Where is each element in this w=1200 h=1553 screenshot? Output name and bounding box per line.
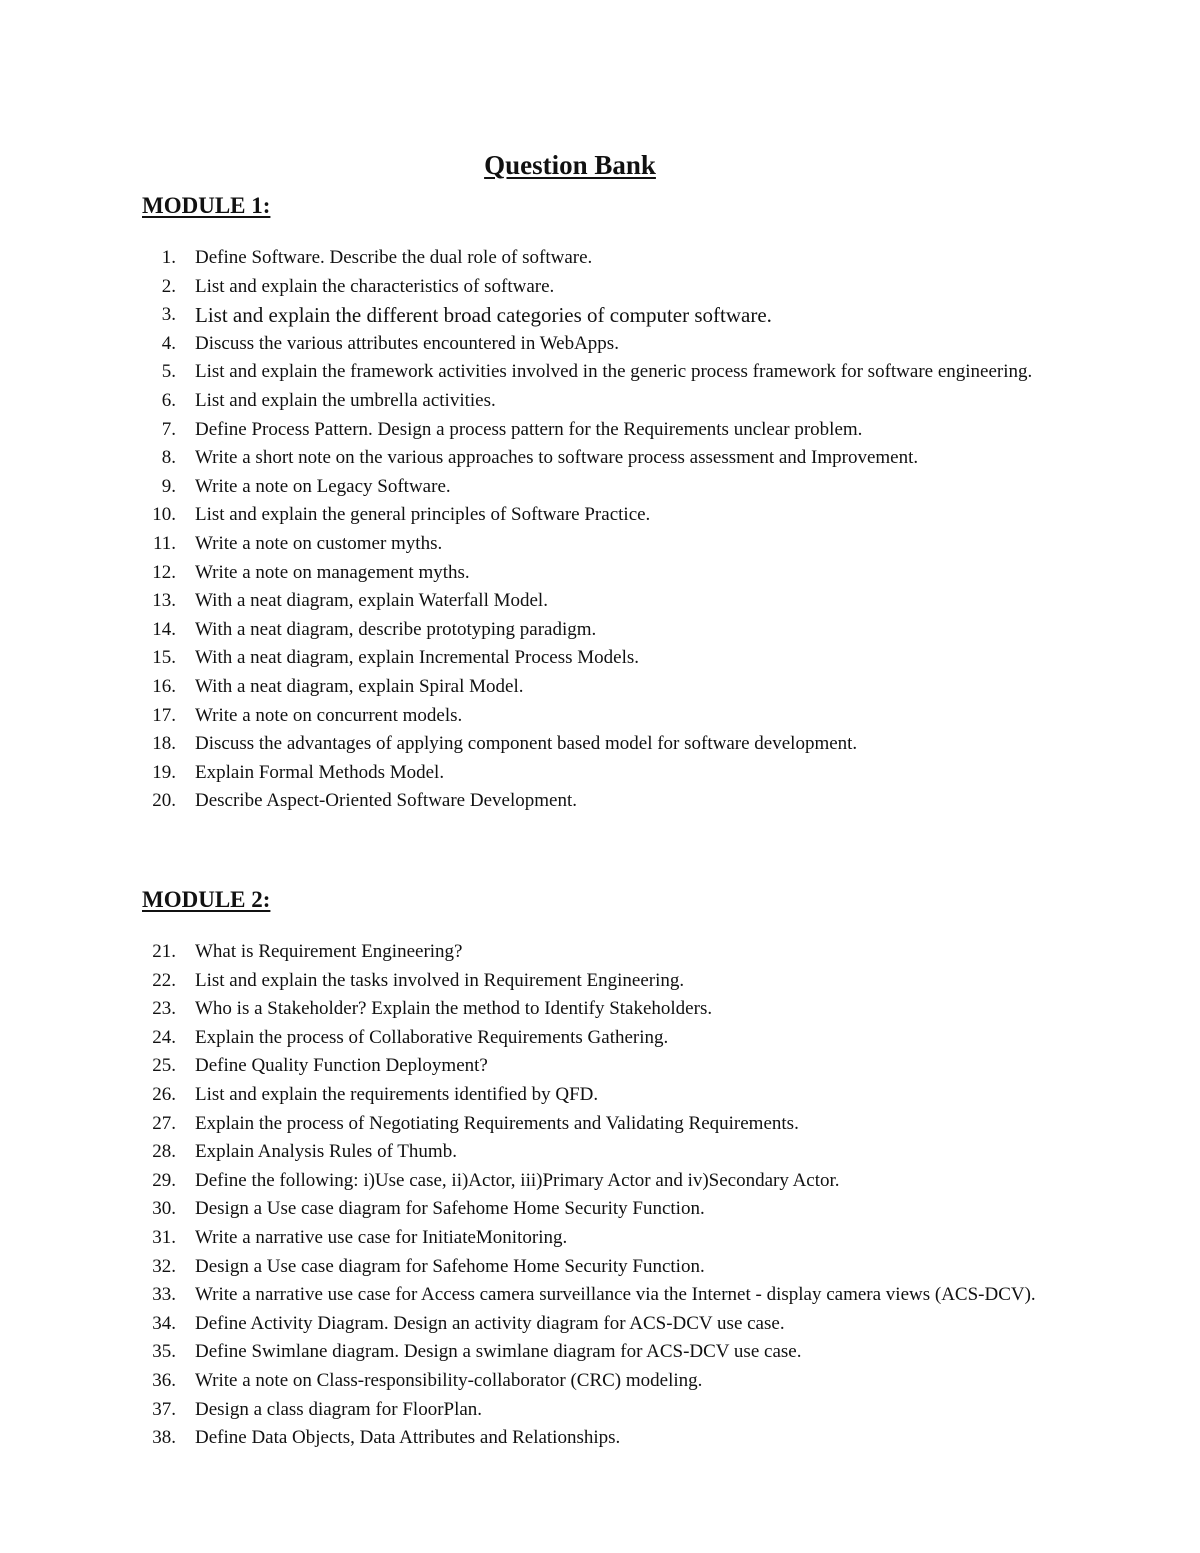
question-item: [0, 273, 1200, 302]
question-number: 38.: [152, 1427, 176, 1449]
question-text: With a neat diagram, explain Waterfall Model.: [195, 590, 548, 612]
question-number: 27.: [152, 1112, 176, 1134]
question-text: Explain the process of Collaborative Requirements Gathering.: [195, 1026, 669, 1048]
question-item: [0, 416, 1200, 445]
question-number: 25.: [152, 1055, 176, 1077]
question-text: Describe Aspect-Oriented Software Development.: [195, 790, 577, 812]
question-text: Discuss the various attributes encountered in WebApps.: [195, 332, 619, 354]
question-text: Define Process Pattern. Design a process pattern for the Requirements unclear problem.: [195, 418, 863, 440]
question-item: [0, 301, 1200, 330]
question-number: 28.: [152, 1141, 176, 1163]
question-text: List and explain the umbrella activities.: [195, 389, 496, 411]
question-item: [0, 1052, 1200, 1081]
question-text: List and explain the characteristics of software.: [195, 275, 555, 297]
question-item: [0, 1224, 1200, 1253]
question-text: With a neat diagram, explain Spiral Model.: [195, 675, 524, 697]
question-item: [0, 1138, 1200, 1167]
question-number: 32.: [152, 1255, 176, 1277]
question-text: Write a note on concurrent models.: [195, 704, 463, 726]
question-text: Write a narrative use case for InitiateMonitoring.: [195, 1226, 568, 1248]
question-item: [0, 387, 1200, 416]
question-number: 16.: [152, 675, 176, 697]
question-text: Define Data Objects, Data Attributes and Relationships.: [195, 1427, 621, 1449]
module-2-heading: MODULE 2:: [142, 887, 271, 912]
question-text: List and explain the framework activities involved in the generic process framework for software engineering.: [195, 361, 1033, 383]
question-item: [0, 444, 1200, 473]
question-item: [0, 1310, 1200, 1339]
question-item: [0, 1081, 1200, 1110]
question-item: [0, 759, 1200, 788]
question-text: Write a narrative use case for Access camera surveillance via the Internet - display camera views (ACS-DCV).: [195, 1284, 1036, 1306]
question-item: [0, 501, 1200, 530]
question-number: 4.: [161, 332, 176, 354]
question-number: 12.: [152, 561, 176, 583]
question-text: Design a Use case diagram for Safehome Home Security Function.: [195, 1255, 705, 1277]
question-number: 10.: [152, 504, 176, 526]
question-number: 8.: [161, 447, 176, 469]
question-text: Write a note on management myths.: [195, 561, 470, 583]
question-item: [0, 730, 1200, 759]
question-number: 20.: [152, 790, 176, 812]
question-text: Design a class diagram for FloorPlan.: [195, 1398, 483, 1420]
question-text: Define Quality Function Deployment?: [195, 1055, 488, 1077]
question-item: [0, 938, 1200, 967]
question-number: 7.: [161, 418, 176, 440]
question-text: Define Activity Diagram. Design an activity diagram for ACS-DCV use case.: [195, 1312, 785, 1334]
question-text: Discuss the advantages of applying component based model for software development.: [195, 733, 858, 755]
question-text: Explain Formal Methods Model.: [195, 761, 445, 783]
question-item: [0, 473, 1200, 502]
question-text: List and explain the general principles of Software Practice.: [195, 504, 651, 526]
question-item: [0, 358, 1200, 387]
question-number: 11.: [152, 532, 176, 554]
module-1-question-list: [0, 244, 1200, 816]
question-text: Design a Use case diagram for Safehome Home Security Function.: [195, 1198, 705, 1220]
question-item: [0, 616, 1200, 645]
question-text: Write a note on Legacy Software.: [195, 475, 451, 497]
question-item: [0, 559, 1200, 588]
question-number: 30.: [152, 1198, 176, 1220]
question-number: 24.: [152, 1026, 176, 1048]
question-number: 21.: [152, 941, 176, 962]
question-item: [0, 702, 1200, 731]
question-item: [0, 1024, 1200, 1053]
question-text: Write a note on Class-responsibility-collaborator (CRC) modeling.: [195, 1369, 703, 1391]
question-item: [0, 967, 1200, 996]
question-number: 17.: [152, 704, 176, 726]
question-item: [0, 587, 1200, 616]
question-item: [0, 244, 1200, 273]
question-number: 23.: [152, 998, 176, 1020]
question-item: [0, 1396, 1200, 1425]
question-number: 14.: [152, 618, 176, 640]
question-number: 31.: [152, 1226, 176, 1248]
question-number: 5.: [161, 361, 176, 383]
module-2-question-list: [0, 938, 1200, 1453]
question-text: List and explain the requirements identified by QFD.: [195, 1083, 599, 1105]
question-text: Write a short note on the various approaches to software process assessment and Improvement.: [195, 447, 919, 469]
question-number: 3.: [161, 304, 176, 326]
question-number: 2.: [161, 275, 176, 297]
module-1-heading: MODULE 1:: [142, 193, 271, 218]
question-text: What is Requirement Engineering?: [195, 941, 463, 962]
question-item: [0, 1110, 1200, 1139]
question-item: [0, 787, 1200, 816]
question-item: [0, 1338, 1200, 1367]
question-item: [0, 1195, 1200, 1224]
question-text: List and explain the different broad categories of computer software.: [195, 303, 772, 328]
question-number: 33.: [152, 1284, 176, 1306]
question-item: [0, 1367, 1200, 1396]
question-text: With a neat diagram, describe prototyping paradigm.: [195, 618, 597, 640]
question-item: [0, 644, 1200, 673]
question-number: 19.: [152, 761, 176, 783]
question-item: [0, 673, 1200, 702]
question-number: 29.: [152, 1169, 176, 1191]
question-text: With a neat diagram, explain Incremental Process Models.: [195, 647, 640, 669]
question-number: 34.: [152, 1312, 176, 1334]
question-number: 18.: [152, 733, 176, 755]
question-number: 22.: [152, 969, 176, 991]
question-number: 35.: [152, 1341, 176, 1363]
question-item: [0, 530, 1200, 559]
question-number: 9.: [161, 475, 176, 497]
question-number: 36.: [152, 1369, 176, 1391]
question-text: Explain Analysis Rules of Thumb.: [195, 1141, 457, 1163]
question-number: 13.: [152, 590, 176, 612]
question-item: [0, 1281, 1200, 1310]
question-item: [0, 995, 1200, 1024]
question-text: Explain the process of Negotiating Requirements and Validating Requirements.: [195, 1112, 799, 1134]
question-text: Write a note on customer myths.: [195, 532, 443, 554]
question-text: Define Swimlane diagram. Design a swimlane diagram for ACS-DCV use case.: [195, 1341, 802, 1363]
question-number: 6.: [161, 389, 176, 411]
question-item: [0, 1424, 1200, 1453]
question-item: [0, 1167, 1200, 1196]
question-number: 26.: [152, 1083, 176, 1105]
page-title: Question Bank: [484, 150, 656, 180]
question-text: Define the following: i)Use case, ii)Actor, iii)Primary Actor and iv)Secondary Actor.: [195, 1169, 840, 1191]
question-item: [0, 330, 1200, 359]
question-number: 1.: [161, 247, 176, 268]
question-number: 15.: [152, 647, 176, 669]
question-text: Who is a Stakeholder? Explain the method to Identify Stakeholders.: [195, 998, 713, 1020]
question-text: Define Software. Describe the dual role of software.: [195, 247, 593, 268]
question-text: List and explain the tasks involved in Requirement Engineering.: [195, 969, 685, 991]
question-number: 37.: [152, 1398, 176, 1420]
question-item: [0, 1253, 1200, 1282]
